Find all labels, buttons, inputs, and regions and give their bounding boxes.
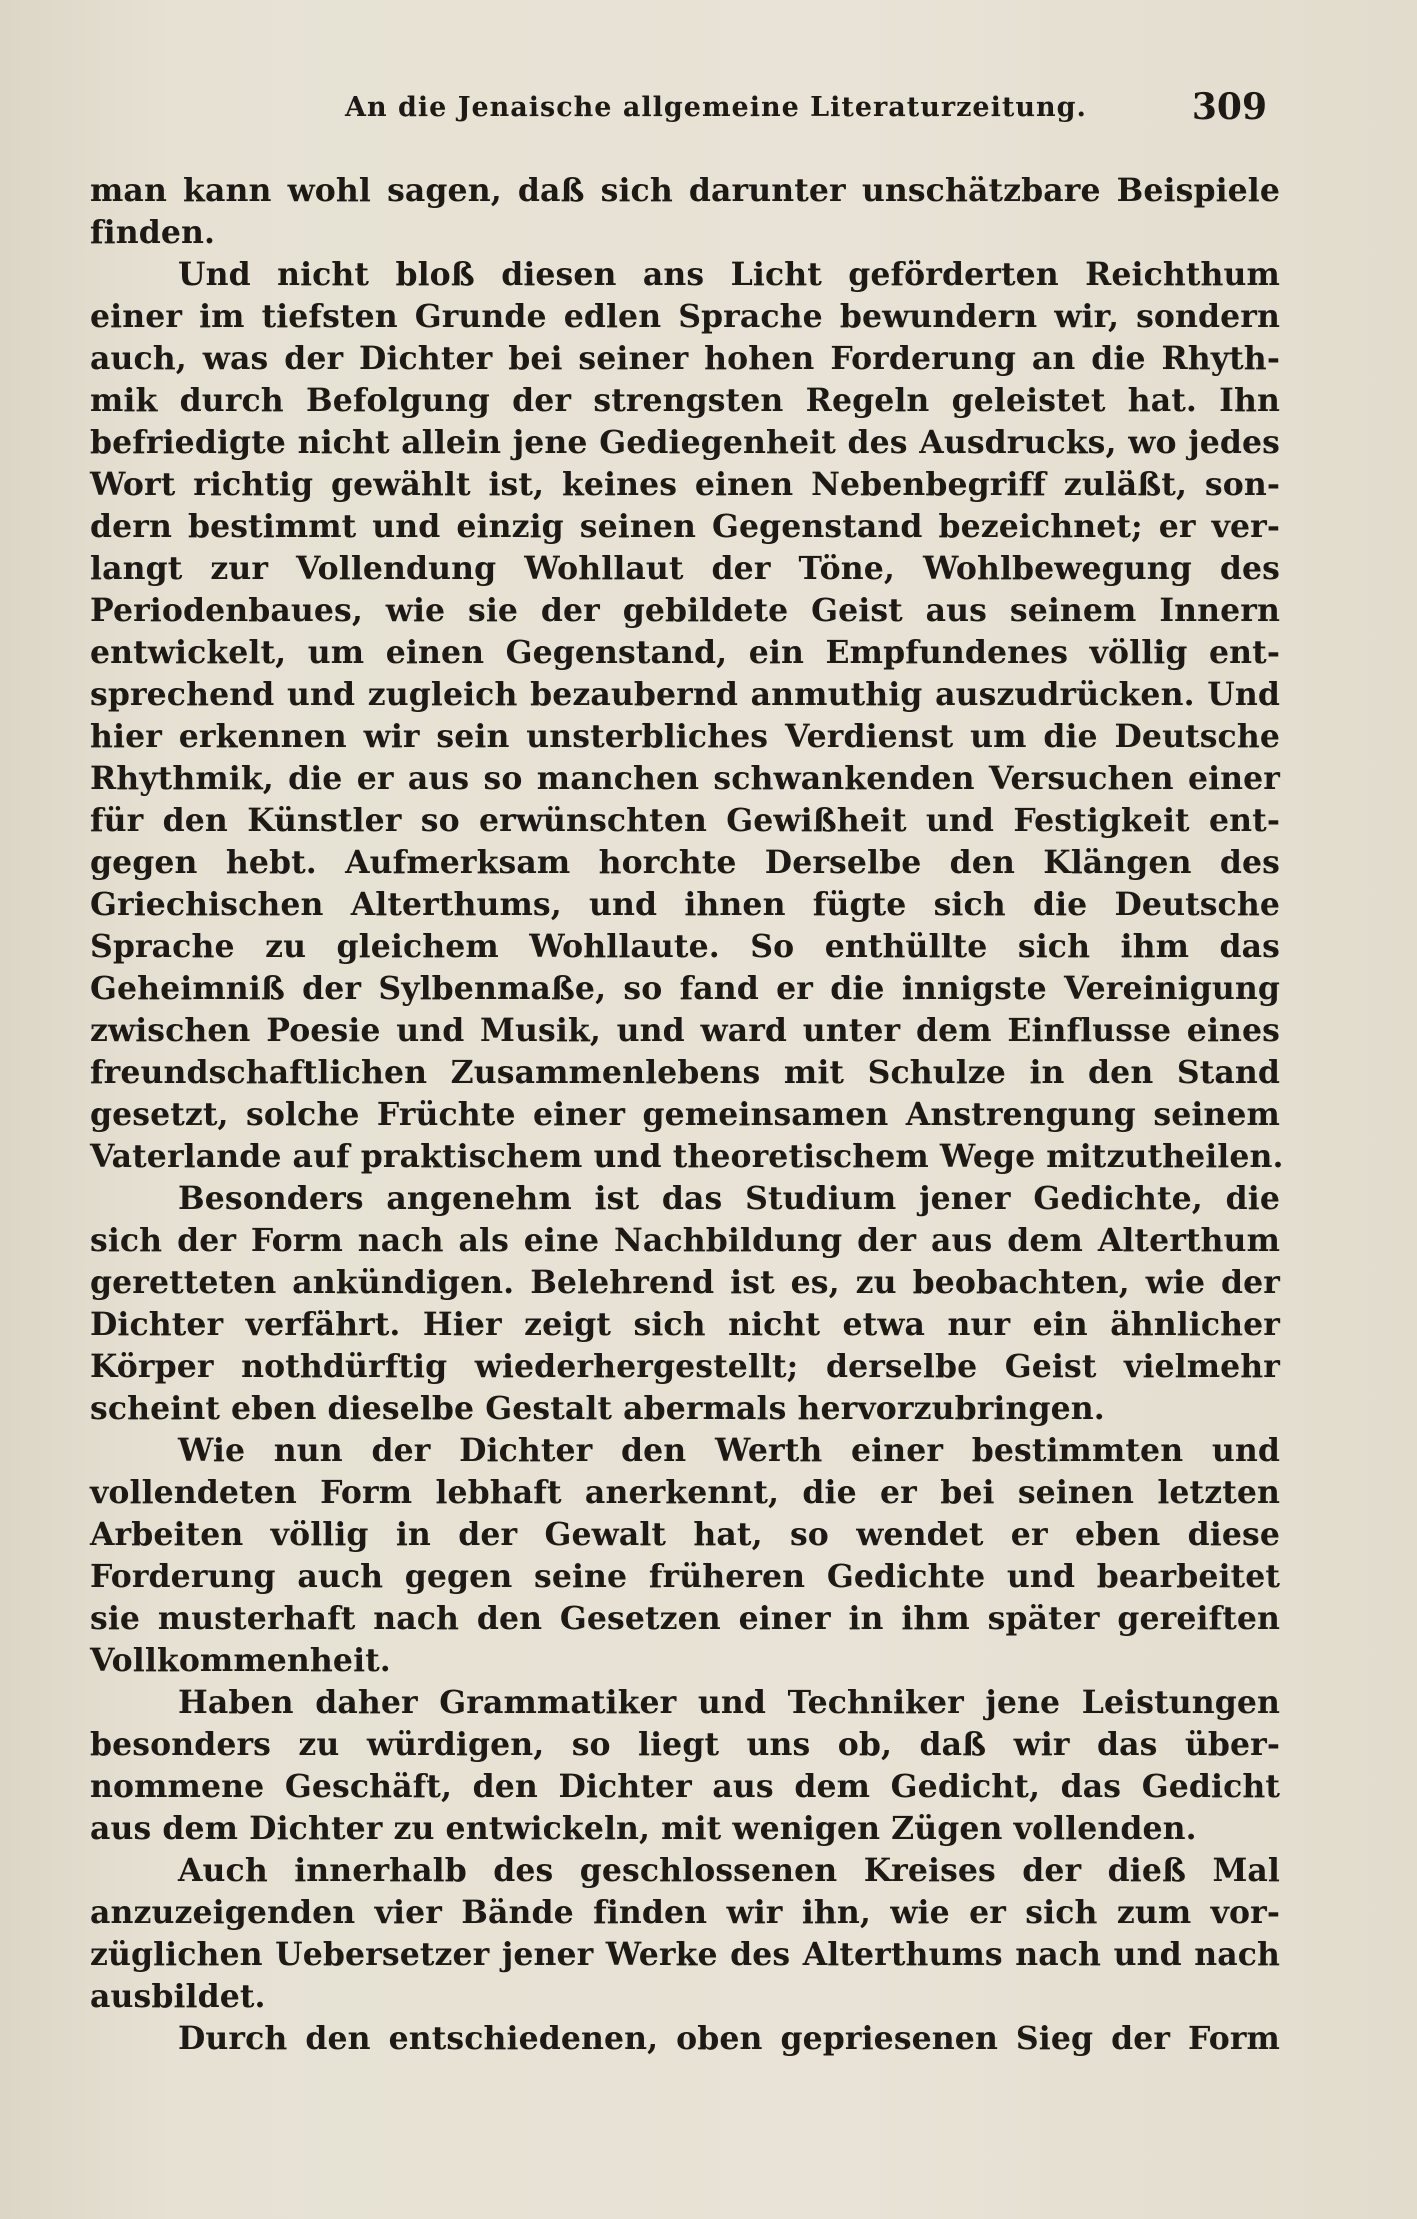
text-line: Geheimniß der Sylbenmaße, so fand er die innigste Vereinigung <box>90 970 1280 1007</box>
text-line: hier erkennen wir sein unsterbliches Verdienst um die Deutsche <box>90 718 1280 755</box>
text-line: Rhythmik, die er aus so manchen schwankenden Versuchen einer <box>90 760 1280 797</box>
page-number: 309 <box>1191 86 1267 128</box>
text-line: mik durch Befolgung der strengsten Regeln geleistet hat. Ihn <box>90 382 1280 419</box>
text-line: scheint eben dieselbe Gestalt abermals hervorzubringen. <box>90 1390 1105 1427</box>
text-line: zwischen Poesie und Musik, und ward unter dem Einflusse eines <box>90 1012 1280 1049</box>
text-line: finden. <box>90 214 216 251</box>
text-line: Vollkommenheit. <box>90 1642 391 1679</box>
text-line: langt zur Vollendung Wohllaut der Töne, Wohlbewegung des <box>90 550 1280 587</box>
text-line: Auch innerhalb des geschlossenen Kreises der dieß Mal <box>178 1852 1280 1889</box>
text-line: für den Künstler so erwünschten Gewißheit und Festigkeit ent- <box>90 802 1280 839</box>
text-line: sprechend und zugleich bezaubernd anmuthig auszudrücken. Und <box>90 676 1280 713</box>
body-text <box>90 170 1284 2060</box>
text-line: Forderung auch gegen seine früheren Gedichte und bearbeitet <box>90 1558 1280 1595</box>
text-line: gesetzt, solche Früchte einer gemeinsamen Anstrengung seinem <box>90 1096 1280 1133</box>
text-line: Besonders angenehm ist das Studium jener Gedichte, die <box>178 1180 1280 1217</box>
text-line: Dichter verfährt. Hier zeigt sich nicht etwa nur ein ähnlicher <box>90 1306 1280 1343</box>
text-line: Körper nothdürftig wiederhergestellt; derselbe Geist vielmehr <box>90 1348 1280 1385</box>
text-line: dern bestimmt und einzig seinen Gegenstand bezeichnet; er ver- <box>90 508 1280 545</box>
text-line: Arbeiten völlig in der Gewalt hat, so wendet er eben diese <box>90 1516 1280 1553</box>
text-line: man kann wohl sagen, daß sich darunter unschätzbare Beispiele <box>90 172 1280 209</box>
text-line: Wie nun der Dichter den Werth einer bestimmten und <box>178 1432 1280 1469</box>
text-line: auch, was der Dichter bei seiner hohen Forderung an die Rhyth- <box>90 340 1280 377</box>
text-line: besonders zu würdigen, so liegt uns ob, daß wir das über- <box>90 1726 1280 1763</box>
text-line: aus dem Dichter zu entwickeln, mit wenigen Zügen vollenden. <box>90 1810 1197 1847</box>
text-line: Und nicht bloß diesen ans Licht geförderten Reichthum <box>178 256 1280 293</box>
page-header <box>90 86 1267 138</box>
text-line: Durch den entschiedenen, oben gepriesenen Sieg der Form <box>178 2020 1280 2057</box>
text-line: Periodenbaues, wie sie der gebildete Geist aus seinem Innern <box>90 592 1280 629</box>
text-line: befriedigte nicht allein jene Gediegenheit des Ausdrucks, wo jedes <box>90 424 1280 461</box>
running-title: An die Jenaische allgemeine Literaturzeitung. <box>345 92 1087 123</box>
text-line: einer im tiefsten Grunde edlen Sprache bewundern wir, sondern <box>90 298 1280 335</box>
text-line: vollendeten Form lebhaft anerkennt, die er bei seinen letzten <box>90 1474 1280 1511</box>
text-line: Sprache zu gleichem Wohllaute. So enthüllte sich ihm das <box>90 928 1280 965</box>
text-line: gegen hebt. Aufmerksam horchte Derselbe den Klängen des <box>90 844 1280 881</box>
text-line: Wort richtig gewählt ist, keines einen Nebenbegriff zuläßt, son- <box>90 466 1280 503</box>
text-line: entwickelt, um einen Gegenstand, ein Empfundenes völlig ent- <box>90 634 1280 671</box>
text-line: sich der Form nach als eine Nachbildung der aus dem Alterthum <box>90 1222 1280 1259</box>
text-line: ausbildet. <box>90 1978 266 2015</box>
text-line: geretteten ankündigen. Belehrend ist es, zu beobachten, wie der <box>90 1264 1280 1301</box>
text-line: freundschaftlichen Zusammenlebens mit Schulze in den Stand <box>90 1054 1280 1091</box>
text-line: Haben daher Grammatiker und Techniker jene Leistungen <box>178 1684 1280 1721</box>
text-line: Griechischen Alterthums, und ihnen fügte sich die Deutsche <box>90 886 1280 923</box>
text-line: Vaterlande auf praktischem und theoretischem Wege mitzutheilen. <box>90 1138 1284 1175</box>
text-line: nommene Geschäft, den Dichter aus dem Gedicht, das Gedicht <box>90 1768 1280 1805</box>
text-line: züglichen Uebersetzer jener Werke des Alterthums nach und nach <box>90 1936 1280 1973</box>
text-line: anzuzeigenden vier Bände finden wir ihn, wie er sich zum vor- <box>90 1894 1280 1931</box>
text-line: sie musterhaft nach den Gesetzen einer in ihm später gereiften <box>90 1600 1280 1637</box>
